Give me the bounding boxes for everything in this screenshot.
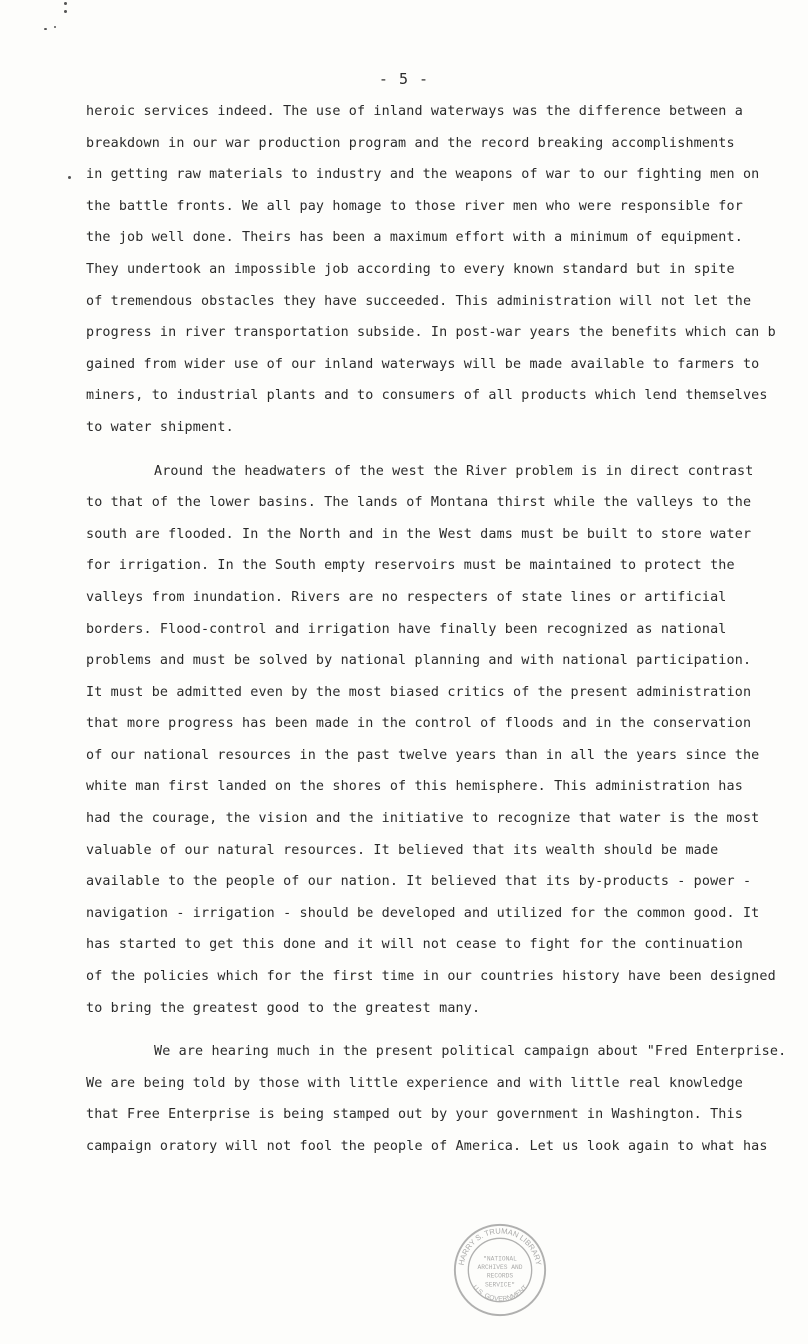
- text-line: heroic services indeed. The use of inland waterways was the difference between a: [86, 104, 743, 119]
- text-line: that Free Enterprise is being stamped out by your government in Washington. This: [86, 1107, 743, 1123]
- text-line: breakdown in our war production program and the record breaking accomplishments: [86, 135, 735, 151]
- stamp-ring-bottom: U.S. GOVERNMENT: [470, 1284, 530, 1303]
- text-line: valleys from inundation. Rivers are no respecters of state lines or artificial: [86, 589, 727, 605]
- text-line: valuable of our natural resources. It believed that its wealth should be made: [86, 842, 719, 858]
- text-line: of the policies which for the first time in our countries history have been designed: [86, 969, 776, 985]
- paragraph: [86, 456, 776, 1025]
- archive-stamp-seal: [452, 1222, 548, 1318]
- page-number: - 5 -: [378, 70, 430, 88]
- text-line: that more progress has been made in the control of floods and in the conservation: [86, 716, 752, 732]
- stamp-ring-top: HARRY S. TRUMAN LIBRARY: [456, 1226, 544, 1267]
- scan-speck: [64, 10, 67, 13]
- scan-speck: [44, 28, 47, 30]
- text-line: the job well done. Theirs has been a maximum effort with a minimum of equipment.: [86, 230, 743, 246]
- text-line: borders. Flood-control and irrigation have finally been recognized as national: [86, 621, 727, 637]
- paragraph: [86, 96, 776, 444]
- text-line: has started to get this done and it will not cease to fight for the continuation: [86, 937, 743, 953]
- text-line: to bring the greatest good to the greatest many.: [86, 1000, 481, 1016]
- text-line: of tremendous obstacles they have succeeded. This administration will not let the: [86, 293, 752, 309]
- text-line: Around the headwaters of the west the River problem is in direct contrast: [154, 463, 754, 479]
- text-line: campaign oratory will not fool the people of America. Let us look again to what has: [86, 1139, 768, 1154]
- text-line: had the courage, the vision and the initiative to recognize that water is the most: [86, 811, 760, 827]
- text-line: problems and must be solved by national planning and with national participation.: [86, 653, 752, 669]
- text-line: We are being told by those with little experience and with little real knowledge: [86, 1075, 743, 1091]
- scan-speck: [64, 2, 67, 5]
- paragraph-gap: [86, 1024, 776, 1036]
- text-line: They undertook an impossible job according to every known standard but in spite: [86, 261, 735, 277]
- stamp-line: SERVICE": [485, 1281, 515, 1289]
- text-line: to water shipment.: [86, 419, 234, 435]
- stamp-line: RECORDS: [486, 1272, 514, 1280]
- text-line: miners, to industrial plants and to consumers of all products which lend themselves: [86, 388, 768, 404]
- text-line: We are hearing much in the present political campaign about "Fred Enterprise.: [154, 1044, 787, 1060]
- text-line: progress in river transportation subside. In post-war years the benefits which can b: [86, 325, 776, 341]
- letter-body: [86, 96, 787, 1163]
- text-line: in getting raw materials to industry and the weapons of war to our fighting men on: [86, 167, 760, 183]
- text-line: available to the people of our nation. It believed that its by-products - power -: [86, 874, 752, 890]
- paragraph: [86, 1036, 787, 1162]
- text-line: of our national resources in the past twelve years than in all the years since the: [86, 747, 760, 763]
- paragraph-gap: [86, 444, 776, 456]
- scan-speck: [68, 176, 71, 179]
- text-line: for irrigation. In the South empty reservoirs must be maintained to protect the: [86, 558, 735, 574]
- text-line: the battle fronts. We all pay homage to those river men who were responsible for: [86, 198, 743, 214]
- text-line: to that of the lower basins. The lands of Montana thirst while the valleys to the: [86, 495, 752, 511]
- text-line: navigation - irrigation - should be developed and utilized for the common good. It: [86, 905, 760, 921]
- scan-speck: [54, 26, 56, 28]
- text-line: south are flooded. In the North and in the West dams must be built to store water: [86, 526, 752, 542]
- text-line: It must be admitted even by the most biased critics of the present administration: [86, 684, 752, 700]
- text-line: gained from wider use of our inland waterways will be made available to farmers to: [86, 356, 760, 372]
- stamp-line: ARCHIVES AND: [477, 1264, 523, 1272]
- text-line: white man first landed on the shores of this hemisphere. This administration has: [86, 779, 743, 795]
- stamp-line: "NATIONAL: [483, 1255, 517, 1263]
